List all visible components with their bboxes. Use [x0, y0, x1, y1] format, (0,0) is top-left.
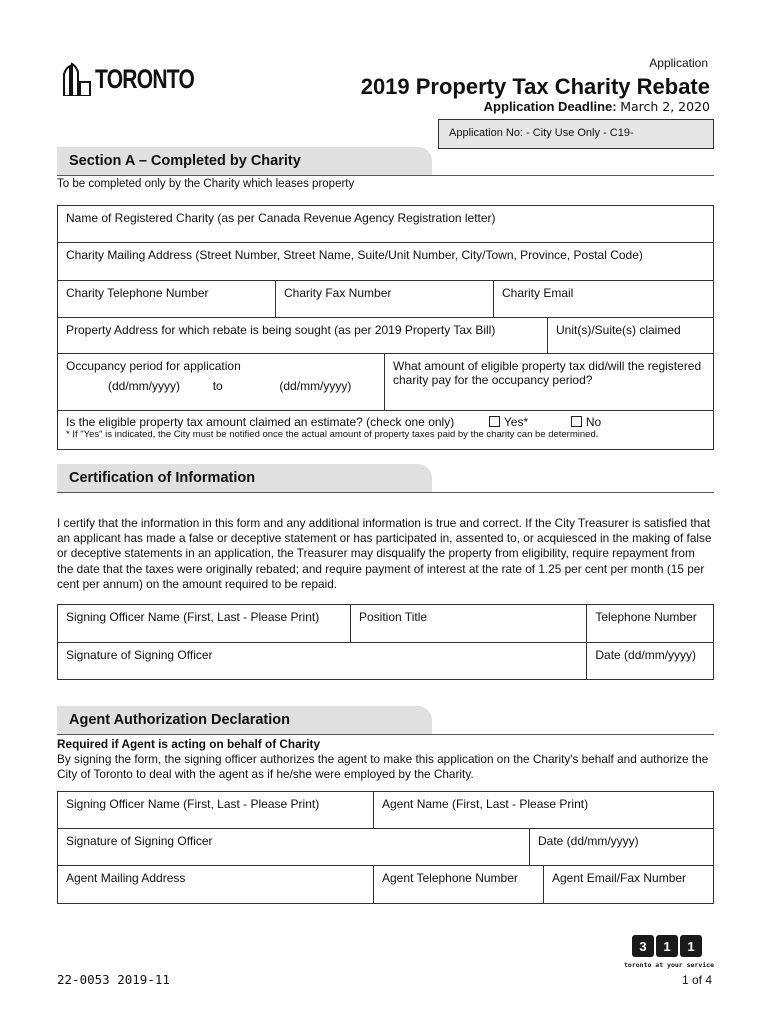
toronto-city-hall-icon — [62, 62, 92, 96]
no-label: No — [585, 415, 602, 429]
occupancy-table — [57, 353, 714, 411]
occupancy-label: Occupancy period for application — [66, 359, 241, 373]
section-divider — [57, 492, 714, 493]
charity-telephone-field[interactable]: Charity Telephone Number — [58, 281, 276, 318]
estimate-footnote: * If "Yes" is indicated, the City must be notified once the actual amount of property taxes paid by the charity can be determined. — [66, 429, 599, 440]
agent-signing-officer-name-field[interactable]: Signing Officer Name (First, Last - Please Print) — [58, 792, 374, 829]
agent-heading: Agent Authorization Declaration — [57, 706, 432, 734]
section-a-heading: Section A – Completed by Charity — [57, 147, 432, 175]
agent-contact-table — [57, 865, 714, 904]
certification-table — [57, 604, 714, 680]
charity-fax-field[interactable]: Charity Fax Number — [276, 281, 494, 318]
section-divider — [57, 734, 714, 735]
agent-date-field[interactable]: Date (dd/mm/yyyy) — [530, 829, 714, 866]
311-digit: 3 — [632, 935, 654, 957]
agent-telephone-field[interactable]: Agent Telephone Number — [374, 866, 544, 904]
agent-required-note: Required if Agent is acting on behalf of Charity — [57, 737, 321, 751]
charity-mailing-address-field[interactable]: Charity Mailing Address (Street Number, Street Name, Suite/Unit Number, City/Town, Province, Postal Code) — [58, 243, 714, 281]
agent-name-field[interactable]: Agent Name (First, Last - Please Print) — [374, 792, 714, 829]
deadline-label: Application Deadline: — [483, 99, 617, 114]
section-a-intro: To be completed only by the Charity which leases property — [57, 178, 355, 190]
position-title-field[interactable]: Position Title — [351, 605, 587, 643]
agent-mailing-address-field[interactable]: Agent Mailing Address — [58, 866, 374, 904]
occupancy-period-field[interactable] — [58, 354, 385, 411]
charity-email-field[interactable]: Charity Email — [494, 281, 714, 318]
form-code: 22-0053 2019-11 — [57, 972, 170, 987]
to-label: to — [212, 379, 223, 393]
eligible-tax-amount-field[interactable]: What amount of eligible property tax did/will the registered charity pay for the occupancy period? — [385, 354, 714, 411]
application-number-box: Application No: - City Use Only - C19- — [438, 119, 714, 149]
certification-text: I certify that the information in this form and any additional information is true and correct. If the City Treasurer is satisfied that an applicant has made a false or deceptive statement or has participated in, assented to, or acquiesced in the making of false or deceptive statements in an application, the Treasurer may disqualify the property from eligibility, require repayment from the date that the taxes were originally rebated; and require payment of interest at the rate of 1.25 per cent per month (15 per cent per annum) on the amount required to be repaid. — [57, 516, 712, 591]
agent-authorization-text: By signing the form, the signing officer authorizes the agent to make this application on the Charity's behalf and authorize the City of Toronto to deal with the agent as if he/she were employed by the Charity. — [57, 752, 709, 782]
certification-heading: Certification of Information — [57, 464, 432, 492]
date-field[interactable]: Date (dd/mm/yyyy) — [587, 643, 714, 680]
no-checkbox[interactable] — [571, 416, 582, 427]
telephone-number-field[interactable]: Telephone Number — [587, 605, 714, 643]
estimate-question: Is the eligible property tax amount claimed an estimate? (check one only) — [66, 415, 455, 429]
section-divider — [57, 175, 714, 176]
yes-checkbox[interactable] — [489, 416, 500, 427]
estimate-row — [57, 410, 714, 450]
agent-signature-table — [57, 828, 714, 866]
charity-name-field[interactable]: Name of Registered Charity (as per Canada Revenue Agency Registration letter) — [58, 206, 714, 243]
311-digit: 1 — [656, 935, 678, 957]
311-logo — [632, 935, 702, 957]
deadline-value: March 2, 2020 — [620, 99, 710, 114]
agent-email-fax-field[interactable]: Agent Email/Fax Number — [544, 866, 714, 904]
signature-field[interactable]: Signature of Signing Officer — [58, 643, 587, 680]
yes-label: Yes* — [503, 415, 529, 429]
311-digit: 1 — [680, 935, 702, 957]
signing-officer-name-field[interactable]: Signing Officer Name (First, Last - Please Print) — [58, 605, 351, 643]
property-table — [57, 317, 714, 354]
property-address-field[interactable]: Property Address for which rebate is being sought (as per 2019 Property Tax Bill) — [58, 318, 548, 354]
doc-type-label: Application — [649, 56, 708, 70]
311-tagline: toronto at your service — [624, 961, 715, 969]
date-from: (dd/mm/yyyy) — [108, 379, 180, 393]
toronto-logo-text: TORONTO — [95, 64, 195, 94]
page-number: 1 of 4 — [681, 973, 712, 987]
charity-info-table — [57, 205, 714, 318]
agent-table — [57, 791, 714, 829]
page-title: 2019 Property Tax Charity Rebate — [360, 74, 710, 99]
units-claimed-field[interactable]: Unit(s)/Suite(s) claimed — [548, 318, 714, 354]
agent-signature-field[interactable]: Signature of Signing Officer — [58, 829, 530, 866]
date-to: (dd/mm/yyyy) — [279, 379, 352, 393]
deadline — [484, 99, 710, 114]
